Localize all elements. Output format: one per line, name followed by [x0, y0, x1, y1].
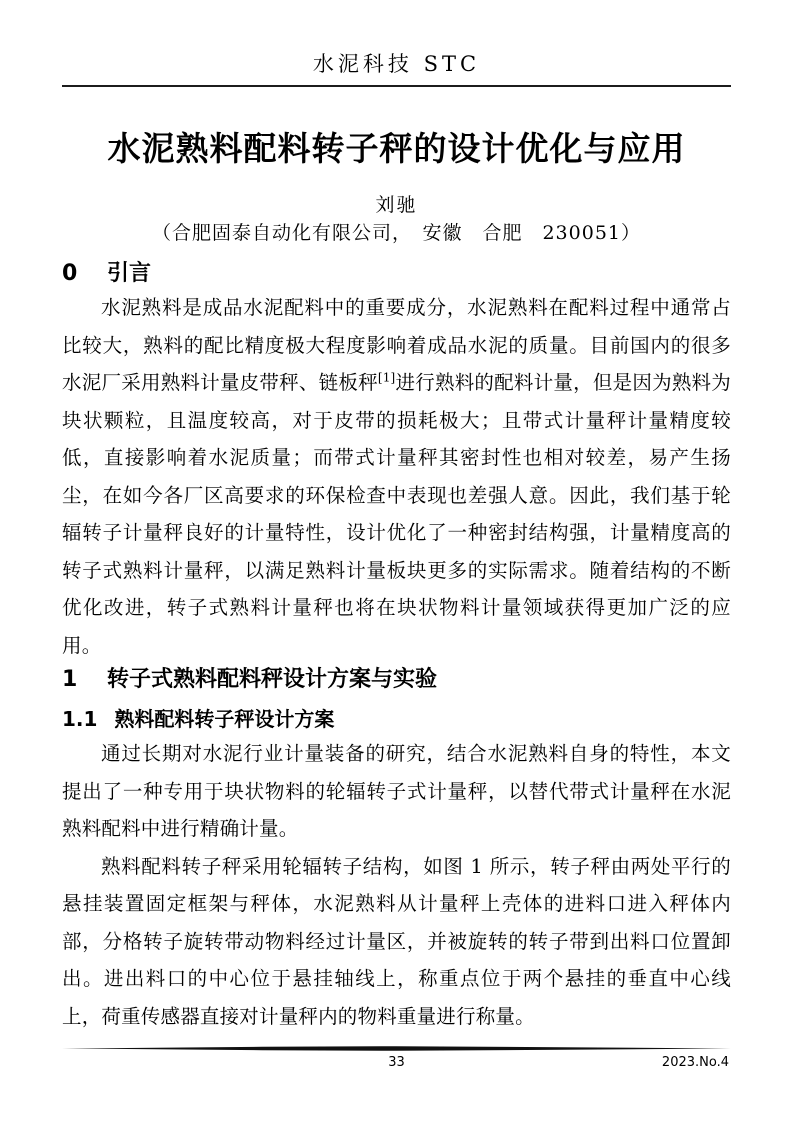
design-paragraph-1: 通过长期对水泥行业计量装备的研究，结合水泥熟料自身的特性，本文提出了一种专用于块状物料的轮辐转子式计量秤，以替代带式计量秤在水泥熟料配料中进行精确计量。	[62, 742, 731, 840]
section-0-number: 0	[62, 261, 78, 286]
issue-label: 2023.No.4	[661, 1055, 729, 1070]
section-0-heading	[62, 259, 731, 289]
section-1-heading	[62, 665, 731, 695]
section-0-title: 引言	[106, 261, 151, 286]
design-paragraph-2: 熟料配料转子秤采用轮辐转子结构，如图 1 所示，转子秤由两处平行的悬挂装置固定框架与秤体，水泥熟料从计量秤上壳体的进料口进入秤体内部，分格转子旋转带动物料经过计量区，并被旋转的转子带到出料口位置卸出。进出料口的中心位于悬挂轴线上，称重点位于两个悬挂的垂直中心线上，荷重传感器直接对计量秤内的物料重量进行称量。	[62, 854, 731, 1028]
article-title: 水泥熟料配料转子秤的设计优化与应用	[107, 129, 686, 168]
citation-ref-1: [1]	[377, 370, 396, 385]
journal-header	[62, 50, 731, 87]
author-affiliation: （合肥固泰自动化有限公司， 安徽 合肥 230051）	[151, 222, 642, 244]
intro-text-before-ref: 水泥熟料是成品水泥配料中的重要成分，水泥熟料在配料过程中通常占比较大，熟料的配比精度极大程度影响着成品水泥的质量。目前国内的很多水泥厂采用熟料计量皮带秤、链板秤	[62, 296, 731, 394]
page-footer	[62, 1054, 731, 1072]
footer-rule	[62, 1046, 731, 1051]
journal-title: 水泥科技 STC	[312, 52, 481, 76]
header-rule	[62, 85, 731, 87]
intro-text-after-ref: 进行熟料的配料计量，但是因为熟料为块状颗粒，且温度较高，对于皮带的损耗极大；且带式计量秤计量精度较低，直接影响着水泥质量；而带式计量秤其密封性也相对较差，易产生扬尘，在如今各厂区高要求的环保检查中表现也差强人意。因此，我们基于轮辐转子计量秤良好的计量特性，设计优化了一种密封结构强，计量精度高的转子式熟料计量秤，以满足熟料计量板块更多的实际需求。随着结构的不断优化改进，转子式熟料计量秤也将在块状物料计量领域获得更加广泛的应用。	[62, 371, 731, 657]
subsection-1-1-heading	[62, 705, 731, 733]
section-1-number: 1	[62, 667, 78, 692]
subsection-1-1-number: 1.1	[62, 707, 98, 731]
page-content	[0, 50, 793, 1035]
subsection-1-1-title: 熟料配料转子秤设计方案	[114, 707, 335, 731]
intro-paragraph	[62, 289, 731, 664]
author-name: 刘驰	[375, 194, 418, 216]
section-1-title: 转子式熟料配料秤设计方案与实验	[106, 667, 437, 692]
page-number: 33	[388, 1055, 405, 1070]
